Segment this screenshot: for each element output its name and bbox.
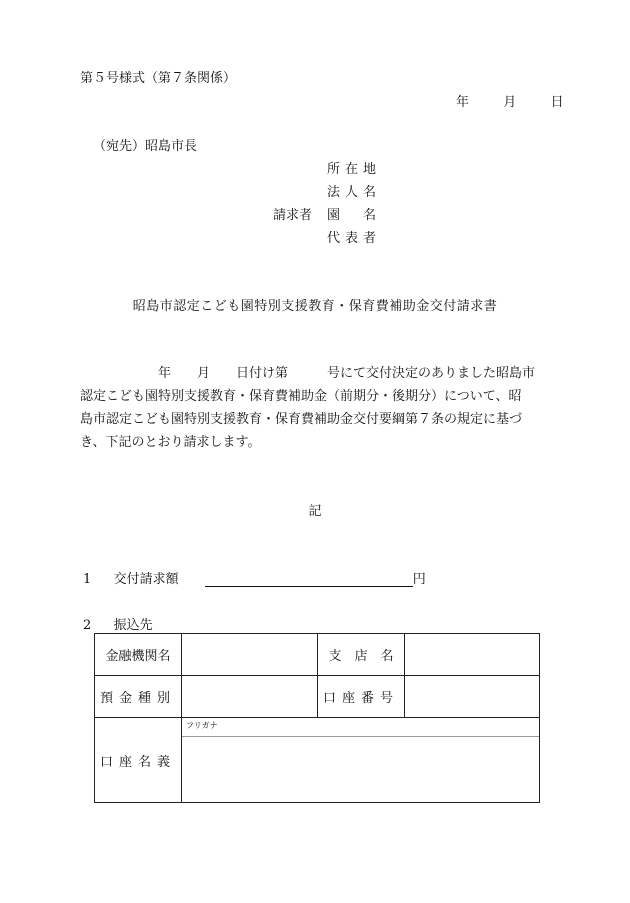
bank-name-field[interactable] [182, 634, 318, 676]
requester-field-representative: 代表者 [327, 231, 382, 246]
account-number-label: 口座番号 [318, 676, 405, 718]
furigana-label: フリガナ [182, 718, 539, 737]
form-number: 第５号様式（第７条関係） [80, 71, 237, 86]
deposit-type-label: 預金種別 [95, 676, 182, 718]
date-month-label: 月 [503, 95, 517, 110]
body-line: き、下記のとおり請求します。 [80, 435, 261, 450]
account-holder-label: 口座名義 [95, 718, 182, 803]
item-transfer-dest [83, 614, 153, 633]
item-request-amount [83, 568, 426, 587]
deposit-type-field[interactable] [182, 676, 318, 718]
account-number-field[interactable] [405, 676, 540, 718]
item1-label: 交付請求額 [113, 572, 179, 587]
date-year-label: 年 [456, 95, 470, 110]
branch-name-label: 支 店 名 [318, 634, 405, 676]
requester-prefix: 請求者 [273, 208, 313, 223]
item2-label: 振込先 [113, 618, 153, 633]
item1-number: 1 [83, 572, 92, 587]
requester-field-corporation: 法人名 [327, 185, 382, 200]
bank-name-label: 金融機関名 [95, 634, 182, 676]
item2-number: 2 [83, 618, 92, 633]
date-line [456, 91, 564, 110]
body-paragraph [80, 362, 553, 454]
requester-field-school: 園 名 [327, 208, 382, 223]
document-title: 昭島市認定こども園特別支援教育・保育費補助金交付請求書 [132, 299, 498, 314]
date-day-label: 日 [550, 95, 564, 110]
yen-unit: 円 [412, 572, 426, 587]
body-line: 認定こども園特別支援教育・保育費補助金（前期分・後期分）について、昭 [80, 389, 522, 404]
branch-name-field[interactable] [405, 634, 540, 676]
bank-table [94, 633, 540, 803]
account-holder-field[interactable] [182, 718, 540, 803]
requester-block [273, 158, 473, 250]
body-line: 島市認定こども園特別支援教育・保育費補助金交付要綱第７条の規定に基づ [80, 412, 523, 427]
amount-input-line[interactable] [205, 570, 413, 587]
body-line: 年 月 日付け第 号にて交付決定のありました昭島市 [80, 366, 536, 381]
ki-heading: 記 [308, 504, 322, 519]
requester-field-address: 所在地 [327, 162, 382, 177]
addressee: （宛先）昭島市長 [93, 139, 198, 154]
